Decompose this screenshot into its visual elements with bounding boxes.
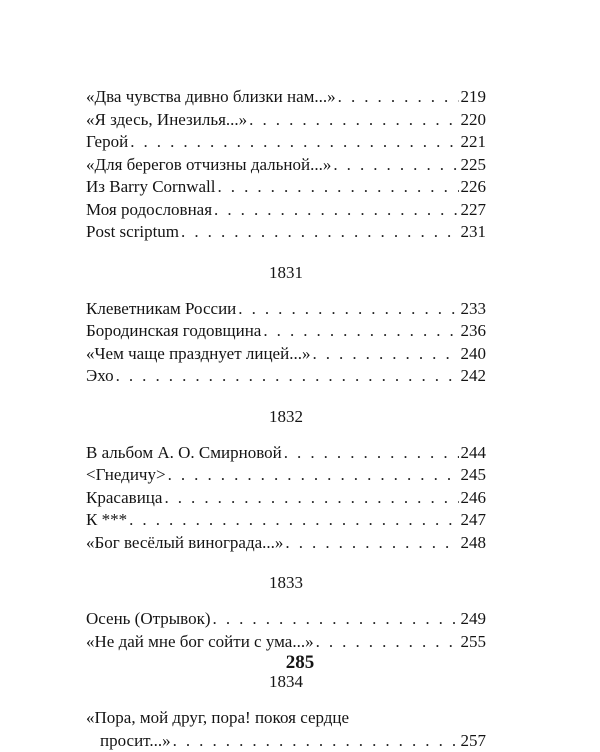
- page-number: 285: [0, 652, 600, 674]
- entry-title: Моя родословная: [86, 199, 214, 222]
- toc-entry-first-line[interactable]: [86, 707, 486, 730]
- toc-entry[interactable]: [86, 320, 486, 343]
- toc-entry[interactable]: [86, 131, 486, 154]
- toc-entry[interactable]: [86, 487, 486, 510]
- toc-entry[interactable]: [86, 608, 486, 631]
- entry-page-number: 221: [459, 131, 487, 154]
- entry-title: В альбом А. О. Смирновой: [86, 442, 284, 465]
- toc-group: [86, 572, 486, 653]
- toc-entry[interactable]: [86, 730, 486, 752]
- dot-leader: [173, 730, 459, 752]
- toc-entry[interactable]: [86, 176, 486, 199]
- entry-page-number: 257: [459, 730, 487, 752]
- entry-title: просит...»: [86, 730, 173, 752]
- toc-entry[interactable]: [86, 442, 486, 465]
- dot-leader: [263, 320, 458, 343]
- entry-title: «Для берегов отчизны дальной...»: [86, 154, 333, 177]
- dot-leader: [129, 509, 458, 532]
- entry-title: «Чем чаще празднует лицей...»: [86, 343, 312, 366]
- entry-page-number: 227: [459, 199, 487, 222]
- entry-title: «Два чувства дивно близки нам...»: [86, 86, 338, 109]
- toc-entry[interactable]: [86, 199, 486, 222]
- toc-group: [86, 671, 486, 752]
- entry-page-number: 233: [459, 298, 487, 321]
- year-heading: 1833: [86, 572, 486, 594]
- entry-title: Post scriptum: [86, 221, 181, 244]
- entry-title: Эхо: [86, 365, 116, 388]
- entry-title-line1: «Пора, мой друг, пора! покоя сердце: [86, 707, 351, 730]
- entry-title: Бородинская годовщина: [86, 320, 263, 343]
- dot-leader: [238, 298, 458, 321]
- dot-leader: [130, 131, 458, 154]
- toc-entry[interactable]: [86, 154, 486, 177]
- entry-title: «Я здесь, Инезилья...»: [86, 109, 249, 132]
- entry-title: Герой: [86, 131, 130, 154]
- dot-leader: [316, 631, 459, 654]
- toc-entry[interactable]: [86, 343, 486, 366]
- year-heading: 1832: [86, 406, 486, 428]
- entry-page-number: 219: [459, 86, 487, 109]
- entry-title: Из Barry Cornwall: [86, 176, 217, 199]
- toc-entry[interactable]: [86, 109, 486, 132]
- toc-entry[interactable]: [86, 509, 486, 532]
- entry-page-number: 225: [459, 154, 487, 177]
- dot-leader: [116, 365, 459, 388]
- dot-leader: [249, 109, 458, 132]
- dot-leader: [285, 532, 458, 555]
- toc-group: [86, 86, 486, 244]
- dot-leader: [181, 221, 458, 244]
- dot-leader: [217, 176, 458, 199]
- dot-leader: [214, 199, 458, 222]
- dot-leader: [333, 154, 458, 177]
- entry-title: Красавица: [86, 487, 164, 510]
- dot-leader: [168, 464, 459, 487]
- dot-leader: [312, 343, 458, 366]
- toc-group: [86, 406, 486, 555]
- entry-page-number: 255: [459, 631, 487, 654]
- entry-page-number: 246: [459, 487, 487, 510]
- entry-title: <Гнедичу>: [86, 464, 168, 487]
- entry-page-number: 244: [459, 442, 487, 465]
- entry-page-number: 226: [459, 176, 487, 199]
- dot-leader: [338, 86, 459, 109]
- year-heading: 1834: [86, 671, 486, 693]
- year-heading: 1831: [86, 262, 486, 284]
- toc-entry[interactable]: [86, 298, 486, 321]
- entry-title: «Не дай мне бог сойти с ума...»: [86, 631, 316, 654]
- toc-entry[interactable]: [86, 365, 486, 388]
- toc-entry[interactable]: [86, 86, 486, 109]
- entry-page-number: 240: [459, 343, 487, 366]
- toc-group: [86, 262, 486, 388]
- entry-page-number: 242: [459, 365, 487, 388]
- toc-entry[interactable]: [86, 221, 486, 244]
- dot-leader: [213, 608, 459, 631]
- entry-page-number: 220: [459, 109, 487, 132]
- entry-title: Осень (Отрывок): [86, 608, 213, 631]
- entry-page-number: 245: [459, 464, 487, 487]
- toc-entry[interactable]: [86, 532, 486, 555]
- entry-page-number: 247: [459, 509, 487, 532]
- toc-entry[interactable]: [86, 631, 486, 654]
- entry-title: Клеветникам России: [86, 298, 238, 321]
- dot-leader: [164, 487, 458, 510]
- entry-title: «Бог весёлый винограда...»: [86, 532, 285, 555]
- entry-title: К ***: [86, 509, 129, 532]
- entry-page-number: 249: [459, 608, 487, 631]
- dot-leader: [284, 442, 459, 465]
- toc-entry[interactable]: [86, 464, 486, 487]
- entry-page-number: 236: [459, 320, 487, 343]
- entry-page-number: 248: [459, 532, 487, 555]
- entry-page-number: 231: [459, 221, 487, 244]
